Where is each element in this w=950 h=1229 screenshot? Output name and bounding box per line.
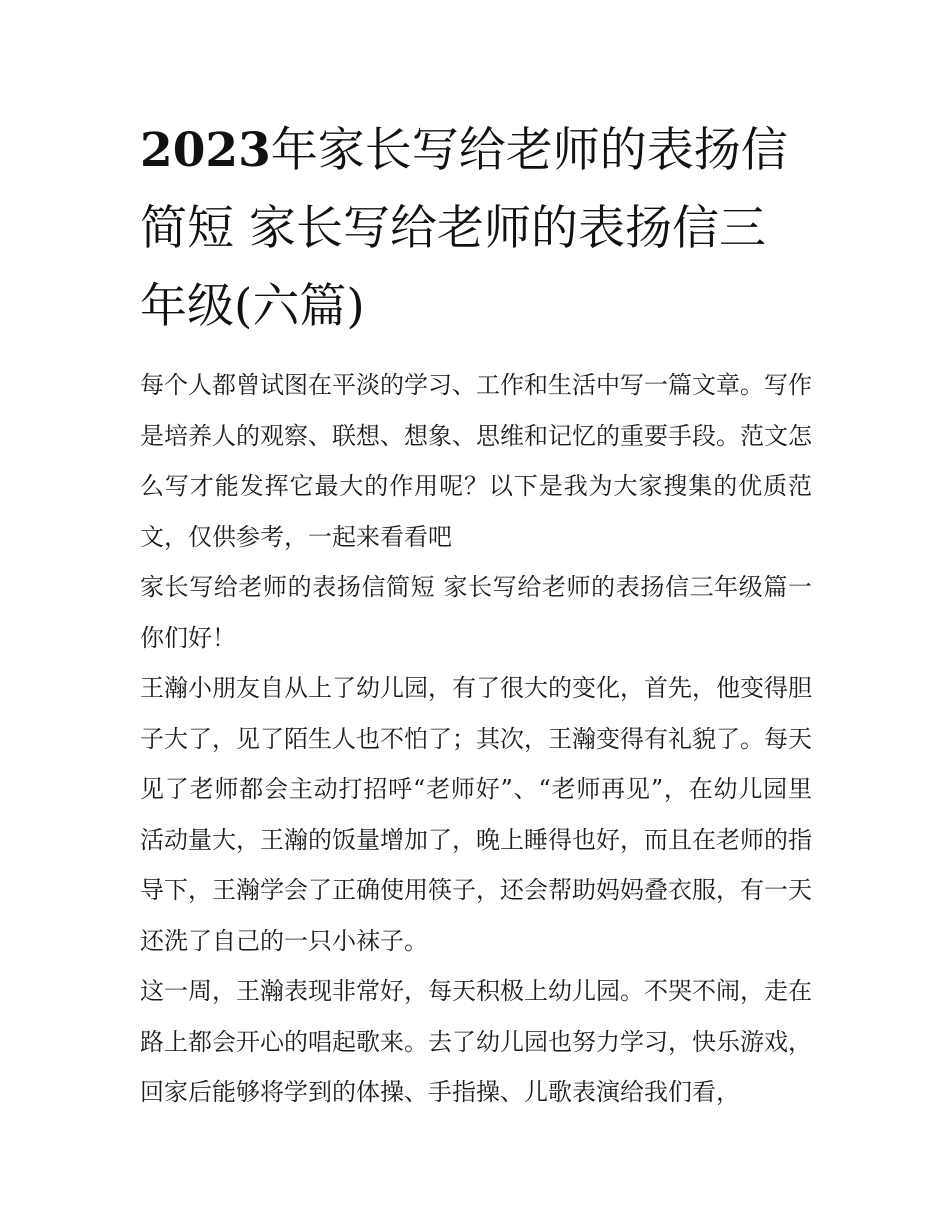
intro-paragraph: 每个人都曾试图在平淡的学习、工作和生活中写一篇文章。写作是培养人的观察、联想、想象、思维和记忆的重要手段。范文怎么写才能发挥它最大的作用呢？以下是我为大家搜集的优质范文，仅供参考，一起来看看吧 [140,371,812,551]
body-paragraph: 这一周，王瀚表现非常好，每天积极上幼儿园。不哭不闹，走在路上都会开心的唱起歌来。去了幼儿园也努力学习，快乐游戏，回家后能够将学到的体操、手指操、儿歌表演给我们看， [140,977,812,1106]
title-text: 年家长写给老师的表扬信简短 家长写给老师的表扬信三年级(六篇) [140,123,788,334]
body-paragraph: 王瀚小朋友自从上了幼儿园，有了很大的变化，首先，他变得胆子大了，见了陌生人也不怕了；其次，王瀚变得有礼貌了。每天见了老师都会主动打招呼“老师好”、“老师再见”，在幼儿园里活动量大，王瀚的饭量增加了，晚上睡得也好，而且在老师的指导下，王瀚学会了正确使用筷子，还会帮助妈妈叠衣服，有一天还洗了自己的一只小袜子。 [140,674,812,955]
document-title [140,112,812,346]
document-page [140,112,812,1118]
section-heading-paragraph: 家长写给老师的表扬信简短 家长写给老师的表扬信三年级篇一 你们好！ [140,573,812,652]
title-year: 2023 [140,123,271,178]
